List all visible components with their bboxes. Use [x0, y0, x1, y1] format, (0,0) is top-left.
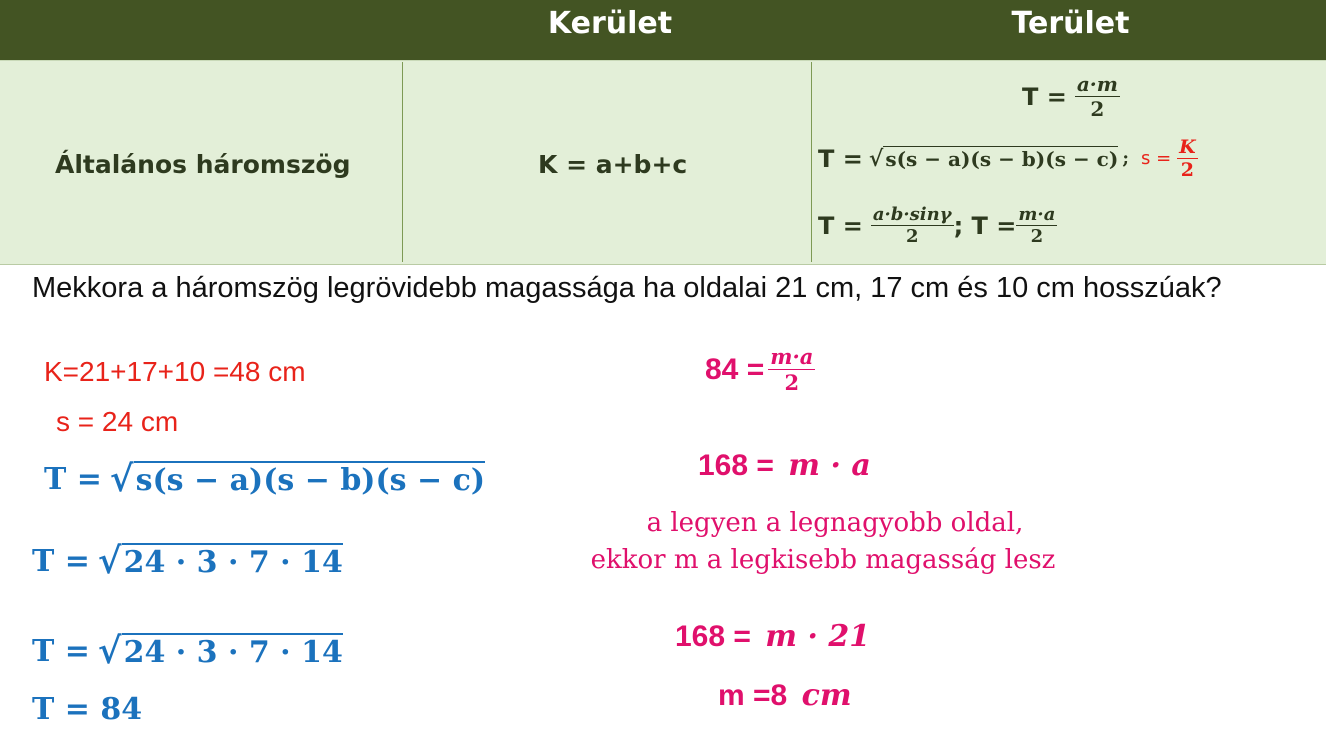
column-divider-1 [402, 62, 403, 262]
heron-substitution-2 [32, 630, 343, 672]
column-divider-2 [811, 62, 812, 262]
note-line-2: ekkor m a legkisebb magasság lesz [590, 545, 1056, 575]
fraction-numerator: K [1179, 136, 1196, 158]
perimeter-formula: K = a+b+c [538, 150, 688, 179]
sqrt-icon: √ [868, 145, 884, 172]
equation-rhs: m · 21 [765, 619, 871, 654]
note-line-1: a legyen a legnagyobb oldal, [646, 508, 1024, 538]
fraction-denominator: 2 [1180, 159, 1195, 181]
substitution-2-lhs: T = [32, 633, 90, 669]
table-header [0, 0, 1326, 60]
area-equation-lhs: 84 = [705, 352, 765, 386]
question-text: Mekkora a háromszög legrövidebb magassága ha oldalai 21 cm, 17 cm és 10 cm hosszúak? [32, 272, 1222, 304]
height-result-unit: cm [801, 678, 852, 713]
area-formula-heron [818, 136, 1198, 181]
equation-rhs: m · a [788, 448, 871, 483]
heron-radicand: s(s − a)(s − b)(s − c) [885, 147, 1119, 171]
heron-formula-line [44, 458, 485, 500]
area-formula-1 [1022, 72, 1120, 121]
fraction-denominator: 2 [784, 370, 800, 395]
area-formula-3-fraction-2 [1016, 204, 1057, 247]
height-result [718, 678, 852, 713]
area-formula-3-fraction [871, 204, 954, 247]
equation-168-ma [698, 448, 871, 483]
perimeter-calc: K=21+17+10 =48 cm [44, 356, 306, 387]
semi-perimeter-fraction [1177, 136, 1198, 181]
area-formula-3-lhs: T = [818, 211, 863, 240]
fraction-denominator: 2 [905, 226, 919, 247]
substitution-1-radicand: 24 · 3 · 7 · 14 [123, 544, 343, 580]
area-result: T = 84 [32, 692, 143, 727]
area-formula-1-fraction [1075, 72, 1120, 121]
area-formula-3-separator: ; T = [953, 211, 1017, 240]
header-terulet: Terület [1011, 6, 1130, 41]
row-label: Általános háromszög [55, 150, 351, 179]
heron-formula-radicand: s(s − a)(s − b)(s − c) [135, 462, 486, 498]
fraction-denominator: 2 [1090, 97, 1105, 121]
fraction-numerator: m·a [770, 344, 814, 369]
area-equation-fraction [768, 344, 815, 395]
equation-168-m21 [675, 619, 870, 654]
area-formula-1-lhs: T = [1022, 82, 1067, 111]
fraction-numerator: a·b·sinγ [872, 204, 952, 225]
fraction-numerator: a·m [1076, 72, 1118, 96]
area-formula-heron-lhs: T = [818, 144, 863, 173]
heron-substitution-1 [32, 540, 343, 582]
area-formula-3 [818, 204, 1057, 247]
equation-lhs: 168 = [675, 620, 751, 653]
equation-lhs: 168 = [698, 449, 774, 482]
sqrt-icon: √ [97, 540, 122, 582]
heron-formula-lhs: T = [44, 461, 102, 497]
substitution-1-lhs: T = [32, 543, 90, 579]
fraction-numerator: m·a [1018, 204, 1056, 225]
fraction-denominator: 2 [1030, 226, 1044, 247]
sqrt-icon: √ [97, 630, 122, 672]
substitution-2-radicand: 24 · 3 · 7 · 14 [123, 634, 343, 670]
semi-perimeter-value: s = 24 cm [56, 406, 179, 437]
semi-perimeter-label: s = [1140, 148, 1172, 169]
sqrt-icon: √ [109, 458, 134, 500]
separator: ; [1122, 148, 1129, 169]
area-equation [705, 344, 815, 395]
height-result-value: m =8 [718, 679, 788, 712]
header-kerulet: Kerület [547, 6, 673, 41]
